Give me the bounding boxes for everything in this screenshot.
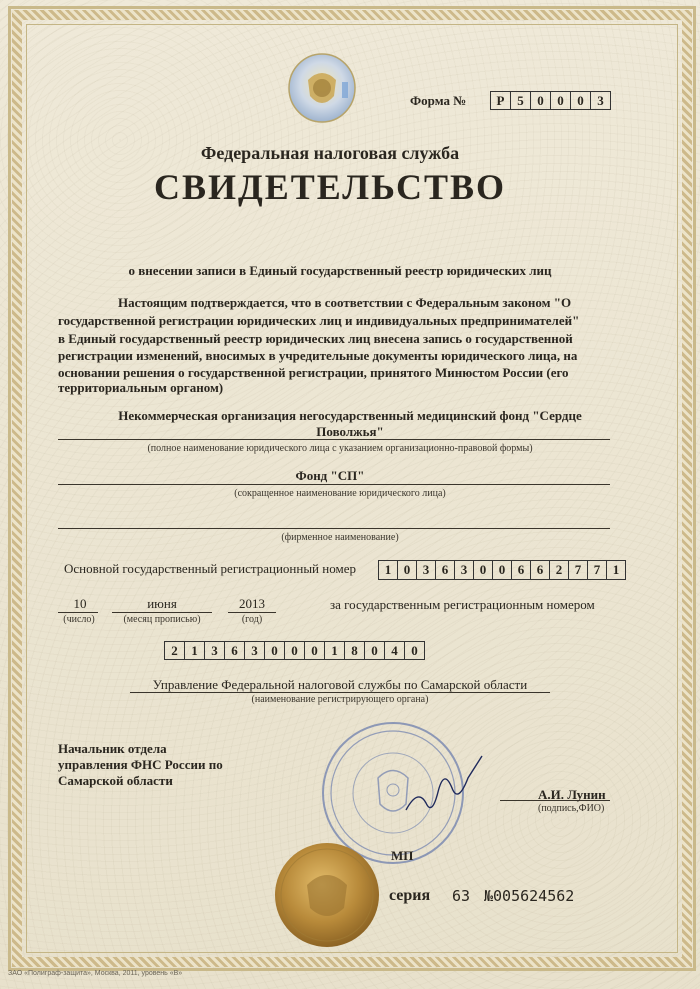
full-name-caption: (полное наименование юридического лица с указанием организационно-правовой формы) xyxy=(147,443,533,454)
ogrn-digit: 7 xyxy=(588,561,607,579)
day-underline xyxy=(58,612,98,613)
grn-digit: 4 xyxy=(385,642,405,659)
body-line: Настоящим подтверждается, что в соответствии с Федеральным законом "О xyxy=(118,295,572,310)
signer-caption: (подпись,ФИО) xyxy=(538,803,605,814)
brand-name-underline xyxy=(58,528,610,529)
signer-position-3: Самарской области xyxy=(58,773,173,788)
printer-imprint: ЗАО «Полиграф-защита», Москва, 2011, уровень «В» xyxy=(8,970,183,977)
form-digit: 0 xyxy=(531,92,551,109)
authority-underline xyxy=(130,692,550,693)
short-name-underline xyxy=(58,484,610,485)
ogrn-digit: 1 xyxy=(379,561,398,579)
form-digit: 3 xyxy=(597,93,604,108)
document-title: СВИДЕТЕЛЬСТВО xyxy=(153,167,507,207)
grn-digit: 2 xyxy=(165,642,185,659)
signer-position-2: управления ФНС России по xyxy=(58,757,223,772)
signer-position-1: Начальник отдела xyxy=(58,741,167,756)
form-number-boxes xyxy=(490,91,611,110)
gold-seal-icon xyxy=(272,840,382,950)
signer-name: А.И. Лунин xyxy=(538,787,606,802)
year-caption: (год) xyxy=(241,614,263,625)
grn-digit: 3 xyxy=(205,642,225,659)
document-subtitle: о внесении записи в Единый государственный реестр юридических лиц xyxy=(128,263,552,278)
grn-digit: 1 xyxy=(185,642,205,659)
grn-digit: 0 xyxy=(305,642,325,659)
ogrn-digit: 6 xyxy=(512,561,531,579)
agency-title: Федеральная налоговая служба xyxy=(200,143,460,163)
grn-boxes xyxy=(164,641,425,660)
ogrn-digit: 6 xyxy=(531,561,550,579)
ogrn-digit: 3 xyxy=(417,561,436,579)
body-line: государственной регистрации юридических лиц и индивидуальных предпринимателей" xyxy=(58,313,580,328)
grn-digit: 3 xyxy=(245,642,265,659)
body-line: регистрации изменений, вносимых в учредительные документы юридического лица, на xyxy=(58,348,578,363)
org-full-name-line1: Некоммерческая организация негосударственный медицинский фонд "Сердце xyxy=(118,408,582,423)
ogrn-boxes xyxy=(378,560,626,580)
form-digit: 5 xyxy=(511,92,531,109)
ogrn-digit: 1 xyxy=(612,562,620,577)
date-month: июня xyxy=(147,596,177,611)
org-full-name-line2: Поволжья" xyxy=(316,424,384,439)
signature-scribble xyxy=(398,748,498,828)
month-underline xyxy=(112,612,212,613)
grn-digit: 0 xyxy=(365,642,385,659)
authority-caption: (наименование регистрирующего органа) xyxy=(251,694,429,705)
ogrn-digit: 2 xyxy=(550,561,569,579)
org-short-name: Фонд "СП" xyxy=(295,468,365,483)
ogrn-digit: 7 xyxy=(569,561,588,579)
ogrn-digit: 3 xyxy=(455,561,474,579)
mp-label: МП xyxy=(391,848,414,863)
date-day: 10 xyxy=(73,596,87,611)
day-caption: (число) xyxy=(63,614,95,625)
series-label: серия xyxy=(389,887,431,904)
series-value: 63 xyxy=(452,887,471,905)
body-line: территориальным органом) xyxy=(58,380,224,395)
grn-digit: 0 xyxy=(411,643,418,658)
grn-digit: 1 xyxy=(325,642,345,659)
authority-name: Управление Федеральной налоговой службы по Самарской области xyxy=(152,677,528,692)
year-underline xyxy=(228,612,276,613)
form-label: Форма № xyxy=(410,93,467,108)
ogrn-digit: 0 xyxy=(474,561,493,579)
ogrn-digit: 0 xyxy=(493,561,512,579)
brand-name-caption: (фирменное наименование) xyxy=(281,532,399,543)
body-line: в Единый государственный реестр юридических лиц внесена запись о государственной xyxy=(58,331,573,346)
grn-digit: 0 xyxy=(265,642,285,659)
month-caption: (месяц прописью) xyxy=(123,614,201,625)
form-digit: 0 xyxy=(551,92,571,109)
short-name-caption: (сокращенное наименование юридического лица) xyxy=(234,488,446,499)
date-year: 2013 xyxy=(239,596,265,611)
form-digit: Р xyxy=(491,92,511,109)
grn-digit: 0 xyxy=(285,642,305,659)
grn-digit: 8 xyxy=(345,642,365,659)
ogrn-digit: 6 xyxy=(436,561,455,579)
signer-underline xyxy=(500,800,610,801)
ogrn-digit: 0 xyxy=(398,561,417,579)
body-line: основании решения о государственной регистрации, принятого Минюстом России (его xyxy=(58,365,569,380)
grn-digit: 6 xyxy=(225,642,245,659)
series-number: №005624562 xyxy=(484,887,575,905)
ogrn-label: Основной государственный регистрационный номер xyxy=(64,561,356,576)
full-name-underline xyxy=(58,439,610,440)
reg-number-label: за государственным регистрационным номером xyxy=(330,597,595,612)
form-digit: 0 xyxy=(571,92,591,109)
emblem-hologram xyxy=(286,52,358,124)
